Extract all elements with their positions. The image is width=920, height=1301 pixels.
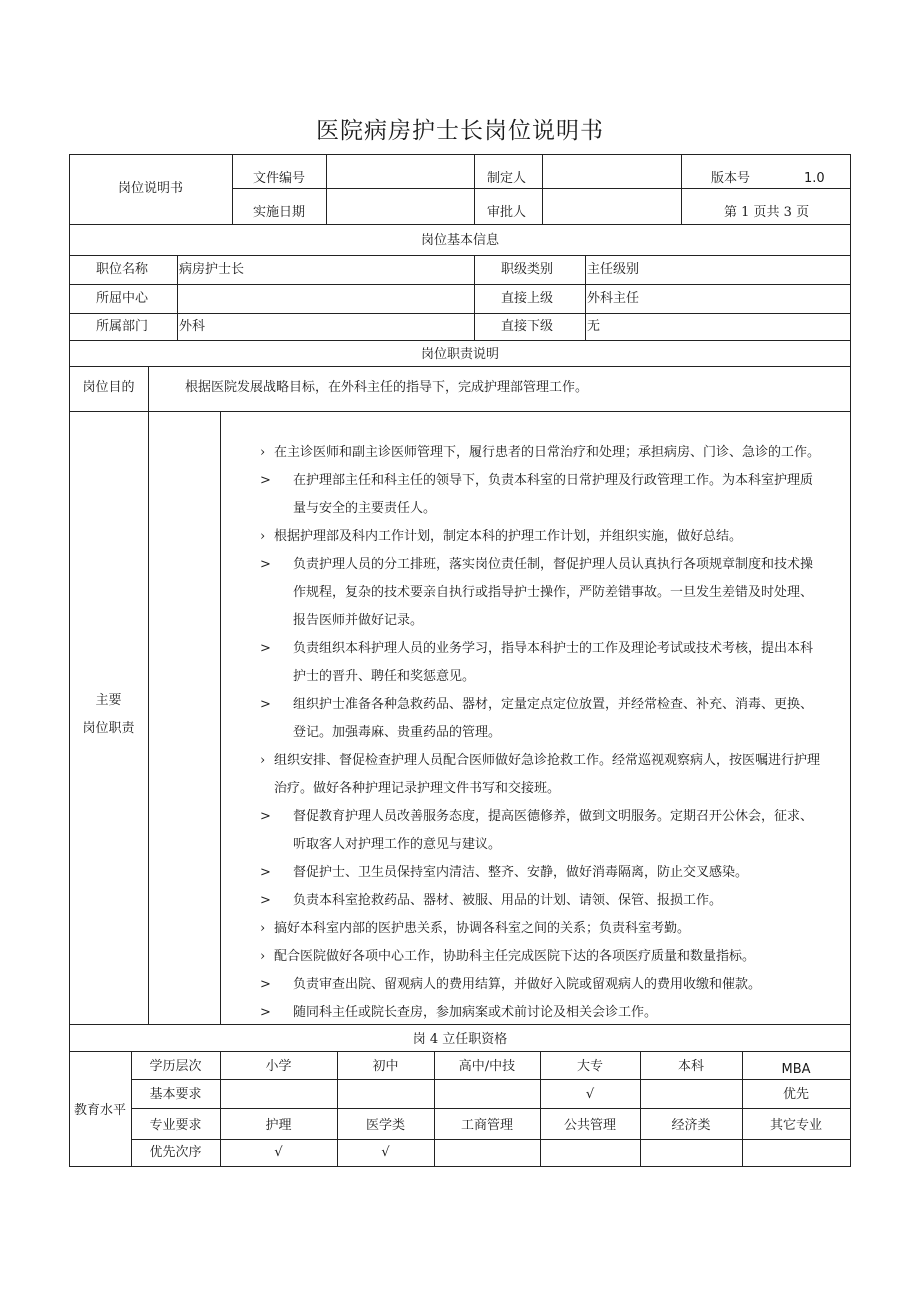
qualification-cell: 大专 [576, 1059, 603, 1074]
qualification-cell: 高中/中技 [458, 1059, 516, 1074]
approver-label: 审批人 [487, 205, 527, 220]
rule [131, 1108, 851, 1109]
rule [585, 255, 586, 340]
duty-line: 在护理部主任和科主任的领导下，负责本科室的日常护理及行政管理工作。为本科室护理质 [293, 473, 814, 488]
basic-key: 所屈中心 [96, 291, 149, 306]
qualification-cell: 工商管理 [460, 1118, 513, 1133]
rule [681, 154, 682, 224]
basic-key: 职位名称 [96, 262, 149, 277]
bullet-marker: > [260, 473, 271, 488]
qualification-cell: 护理 [265, 1118, 292, 1133]
qualification-cell: 经济类 [671, 1118, 711, 1133]
qualification-cell: √ [381, 1145, 390, 1160]
page-title: 医院病房护士长岗位说明书 [316, 118, 604, 144]
qualification-cell: 小学 [265, 1059, 292, 1074]
rule [69, 154, 70, 1167]
basic-key: 直接下级 [501, 319, 554, 334]
duty-line: 负责组织本科护理人员的业务学习，指导本科护士的工作及理论考试或技术考核，提出本科 [293, 641, 814, 656]
rule [474, 154, 475, 224]
duty-line: 督促护士、卫生员保持室内清洁、整齐、安静，做好消毒隔离，防止交叉感染。 [293, 865, 749, 880]
duty-line: 根据护理部及科内工作计划，制定本科的护理工作计划，并组织实施，做好总结。 [274, 529, 743, 544]
duty-line: 负责审查出院、留观病人的费用结算，并做好入院或留观病人的费用收缴和催款。 [293, 977, 762, 992]
qualification-cell: √ [585, 1087, 595, 1102]
rule [69, 366, 851, 367]
file-no-label: 文件编号 [252, 171, 305, 186]
effective-date-label: 实施日期 [252, 205, 305, 220]
duty-line: 督促教育护理人员改善服务态度，提高医德修养，做到文明服务。定期召开公休会，征求、 [293, 809, 814, 824]
bullet-marker: > [260, 697, 271, 712]
duty-line: 报告医师并做好记录。 [293, 613, 424, 628]
rule [69, 1024, 851, 1025]
version-label: 版本号 [711, 171, 751, 186]
duty-line: 登记。加强毒麻、贵重药品的管理。 [293, 725, 502, 740]
duty-line: 随同科主任或院长查房，参加病案或术前讨论及相关会诊工作。 [293, 1005, 658, 1020]
qualification-row-label: 专业要求 [149, 1118, 202, 1133]
rule [69, 224, 851, 225]
qualification-cell: 医学类 [365, 1118, 405, 1133]
section-qualification: 岗 4 立任职资格 [412, 1032, 508, 1047]
author-label: 制定人 [487, 171, 527, 186]
rule [69, 154, 851, 155]
qualification-cell: 公共管理 [563, 1118, 616, 1133]
version-value: 1.0 [804, 171, 825, 186]
bullet-marker: > [260, 893, 271, 908]
doc-label: 岗位说明书 [117, 181, 183, 196]
qualification-cell: √ [274, 1145, 283, 1160]
rule [69, 255, 851, 256]
qualification-row-label: 基本要求 [149, 1087, 202, 1102]
rule [131, 1139, 851, 1140]
bullet-marker: › [260, 529, 266, 544]
duty-line: 量与安全的主要责任人。 [293, 501, 437, 516]
rule [148, 366, 149, 1024]
section-basic-info: 岗位基本信息 [420, 233, 499, 248]
duty-line: 组织安排、督促检查护理人员配合医师做好急诊抢救工作。经常巡视观察病人，按医嘱进行护理 [274, 753, 821, 768]
rule [69, 313, 851, 314]
rule [69, 1051, 851, 1052]
bullet-marker: > [260, 557, 271, 572]
bullet-marker: > [260, 1005, 271, 1020]
duty-line: 负责护理人员的分工排班，落实岗位责任制，督促护理人员认真执行各项规章制度和技术操 [293, 557, 814, 572]
rule [177, 255, 178, 340]
rule [69, 284, 851, 285]
qualification-cell: 其它专业 [769, 1118, 822, 1133]
education-label: 教育水平 [73, 1103, 126, 1118]
purpose-text: 根据医院发展战略目标，在外科主任的指导下，完成护理部管理工作。 [185, 380, 589, 395]
rule [474, 255, 475, 340]
duty-line: 配合医院做好各项中心工作，协助科主任完成医院下达的各项医疗质量和数量指标。 [274, 949, 756, 964]
qualification-row-label: 优先次序 [149, 1145, 202, 1160]
rule [69, 1166, 851, 1167]
basic-value: 外科主任 [587, 291, 640, 306]
rule [69, 411, 851, 412]
qualification-cell: 本科 [677, 1059, 704, 1074]
job-description-table [69, 154, 851, 1167]
basic-value: 主任级别 [587, 262, 640, 277]
qualification-cell: MBA [781, 1062, 811, 1077]
basic-key: 所属部门 [96, 319, 149, 334]
basic-value: 病房护士长 [179, 262, 245, 277]
basic-key: 职级类别 [501, 262, 554, 277]
section-duties: 岗位职责说明 [420, 347, 499, 362]
basic-value: 无 [587, 319, 601, 334]
qualification-cell: 优先 [782, 1087, 809, 1102]
rule [220, 411, 221, 1024]
duty-line: 听取客人对护理工作的意见与建议。 [293, 837, 502, 852]
page-info: 第 1 页共 3 页 [724, 205, 810, 220]
basic-key: 直接上级 [501, 291, 554, 306]
duty-line: 负责本科室抢救药品、器材、被服、用品的计划、请领、保管、报损工作。 [293, 893, 723, 908]
duty-line: 护士的晋升、聘任和奖惩意见。 [293, 669, 476, 684]
bullet-marker: > [260, 865, 271, 880]
main-duties-label: 岗位职责 [82, 721, 135, 736]
duty-line: 组织护士准备各种急救药品、器材，定量定点定位放置，并经常检查、补充、消毒、更换、 [293, 697, 814, 712]
bullet-marker: > [260, 809, 271, 824]
bullet-marker: > [260, 977, 271, 992]
bullet-marker: › [260, 921, 266, 936]
main-duties-label: 主要 [95, 693, 122, 708]
purpose-label: 岗位目的 [82, 380, 135, 395]
rule [131, 1079, 851, 1080]
rule [69, 340, 851, 341]
bullet-marker: › [260, 753, 266, 768]
rule [326, 154, 327, 224]
bullet-marker: › [260, 949, 266, 964]
bullet-marker: › [260, 445, 266, 460]
duty-line: 在主诊医师和副主诊医师管理下，履行患者的日常治疗和处理；承担病房、门诊、急诊的工作。 [274, 445, 821, 460]
rule [542, 154, 543, 224]
qualification-cell: 初中 [372, 1059, 399, 1074]
duty-line: 作规程，复杂的技术要亲自执行或指导护士操作，严防差错事故。一旦发生差错及时处理、 [293, 585, 814, 600]
bullet-marker: > [260, 641, 271, 656]
basic-value: 外科 [179, 319, 206, 334]
duty-line: 搞好本科室内部的医护患关系，协调各科室之间的关系；负责科室考勤。 [274, 921, 691, 936]
rule [850, 154, 851, 1167]
duty-line: 治疗。做好各种护理记录护理文件书写和交接班。 [274, 781, 561, 796]
qualification-row-label: 学历层次 [149, 1059, 202, 1074]
